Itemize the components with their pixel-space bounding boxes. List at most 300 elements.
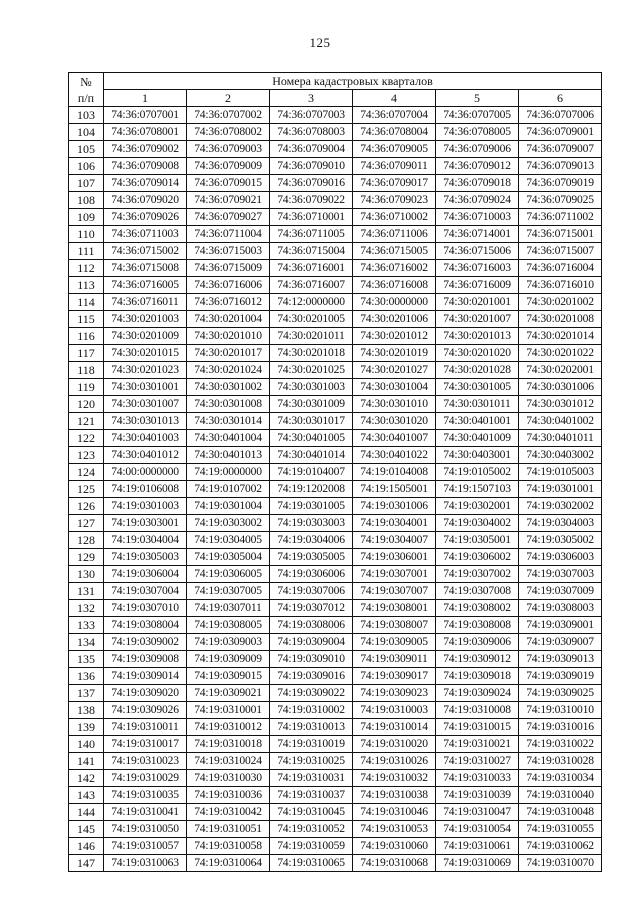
cadastral-number-cell: 74:36:0716002: [353, 260, 436, 277]
cadastral-number-cell: 74:19:0310050: [104, 821, 187, 838]
cadastral-number-cell: 74:36:0715009: [187, 260, 270, 277]
cadastral-number-cell: 74:19:0307010: [104, 600, 187, 617]
row-number-cell: 132: [69, 600, 104, 617]
cadastral-number-cell: 74:19:0305004: [187, 549, 270, 566]
cadastral-number-cell: 74:19:0309016: [270, 668, 353, 685]
cadastral-number-cell: 74:30:0201007: [436, 311, 519, 328]
cadastral-number-cell: 74:30:0401003: [104, 430, 187, 447]
cadastral-number-cell: 74:30:0401011: [519, 430, 602, 447]
cadastral-number-cell: 74:19:0304005: [187, 532, 270, 549]
cadastral-number-cell: 74:36:0709024: [436, 192, 519, 209]
cadastral-number-cell: 74:19:0310037: [270, 787, 353, 804]
cadastral-number-cell: 74:36:0716011: [104, 294, 187, 311]
cadastral-number-cell: 74:36:0711006: [353, 226, 436, 243]
cadastral-number-cell: 74:36:0716009: [436, 277, 519, 294]
cadastral-number-cell: 74:19:0310035: [104, 787, 187, 804]
cadastral-number-cell: 74:19:0310038: [353, 787, 436, 804]
table-row: [69, 515, 602, 532]
cadastral-number-cell: 74:30:0301014: [187, 413, 270, 430]
column-number-header: 2: [187, 90, 270, 107]
cadastral-number-cell: 74:30:0301006: [519, 379, 602, 396]
row-number-cell: 117: [69, 345, 104, 362]
row-number-cell: 104: [69, 124, 104, 141]
cadastral-number-cell: 74:30:0401004: [187, 430, 270, 447]
cadastral-number-cell: 74:19:0310058: [187, 838, 270, 855]
cadastral-number-cell: 74:19:0309009: [187, 651, 270, 668]
cadastral-number-cell: 74:30:0301008: [187, 396, 270, 413]
cadastral-number-cell: 74:19:0307007: [353, 583, 436, 600]
row-number-cell: 135: [69, 651, 104, 668]
table-row: [69, 838, 602, 855]
cadastral-number-cell: 74:19:0304002: [436, 515, 519, 532]
table-row: [69, 668, 602, 685]
cadastral-number-cell: 74:19:0310032: [353, 770, 436, 787]
cadastral-number-cell: 74:19:0301004: [187, 498, 270, 515]
table-row: [69, 719, 602, 736]
cadastral-number-cell: 74:19:0310008: [436, 702, 519, 719]
row-number-cell: 136: [69, 668, 104, 685]
cadastral-number-cell: 74:19:0310057: [104, 838, 187, 855]
cadastral-number-cell: 74:30:0201020: [436, 345, 519, 362]
cadastral-number-cell: 74:36:0709019: [519, 175, 602, 192]
cadastral-number-cell: 74:19:0310012: [187, 719, 270, 736]
cadastral-quarters-table: [68, 72, 602, 872]
cadastral-number-cell: 74:30:0401005: [270, 430, 353, 447]
row-number-cell: 147: [69, 855, 104, 872]
row-number-cell: 123: [69, 447, 104, 464]
cadastral-number-cell: 74:19:0307011: [187, 600, 270, 617]
cadastral-number-cell: 74:19:0310011: [104, 719, 187, 736]
cadastral-number-cell: 74:19:1505001: [353, 481, 436, 498]
cadastral-number-cell: 74:19:0310026: [353, 753, 436, 770]
table-row: [69, 855, 602, 872]
cadastral-number-cell: 74:30:0201023: [104, 362, 187, 379]
cadastral-number-cell: 74:36:0715008: [104, 260, 187, 277]
cadastral-number-cell: 74:19:0307009: [519, 583, 602, 600]
row-number-cell: 126: [69, 498, 104, 515]
row-number-cell: 129: [69, 549, 104, 566]
table-row: [69, 702, 602, 719]
cadastral-number-cell: 74:36:0709023: [353, 192, 436, 209]
cadastral-number-cell: 74:19:0310013: [270, 719, 353, 736]
table-row: [69, 566, 602, 583]
table-row: [69, 277, 602, 294]
cadastral-number-cell: 74:36:0716001: [270, 260, 353, 277]
cadastral-number-cell: 74:30:0201028: [436, 362, 519, 379]
cadastral-number-cell: 74:36:0709020: [104, 192, 187, 209]
table-row: [69, 379, 602, 396]
cadastral-number-cell: 74:19:0310025: [270, 753, 353, 770]
cadastral-number-cell: 74:19:0310018: [187, 736, 270, 753]
cadastral-number-cell: 74:19:0306001: [353, 549, 436, 566]
cadastral-number-cell: 74:36:0714001: [436, 226, 519, 243]
table-row: [69, 481, 602, 498]
cadastral-number-cell: 74:36:0709008: [104, 158, 187, 175]
column-number-header: 6: [519, 90, 602, 107]
cadastral-number-cell: 74:30:0301003: [270, 379, 353, 396]
cadastral-number-cell: 74:36:0715005: [353, 243, 436, 260]
table-row: [69, 753, 602, 770]
cadastral-number-cell: 74:19:0301003: [104, 498, 187, 515]
cadastral-number-cell: 74:19:0307001: [353, 566, 436, 583]
cadastral-number-cell: 74:30:0401013: [187, 447, 270, 464]
cadastral-number-cell: 74:19:0310015: [436, 719, 519, 736]
cadastral-number-cell: 74:19:0309023: [353, 685, 436, 702]
cadastral-number-cell: 74:19:0310053: [353, 821, 436, 838]
cadastral-number-cell: 74:36:0707003: [270, 107, 353, 124]
cadastral-number-cell: 74:30:0201002: [519, 294, 602, 311]
cadastral-number-cell: 74:19:0306004: [104, 566, 187, 583]
cadastral-number-cell: 74:30:0301011: [436, 396, 519, 413]
cadastral-number-cell: 74:30:0301005: [436, 379, 519, 396]
cadastral-number-cell: 74:19:0301001: [519, 481, 602, 498]
cadastral-number-cell: 74:30:0201011: [270, 328, 353, 345]
cadastral-number-cell: 74:36:0715002: [104, 243, 187, 260]
header-row: [69, 73, 602, 90]
cadastral-number-cell: 74:19:0308005: [187, 617, 270, 634]
cadastral-number-cell: 74:19:0307008: [436, 583, 519, 600]
cadastral-number-cell: 74:36:0715003: [187, 243, 270, 260]
cadastral-number-cell: 74:30:0401001: [436, 413, 519, 430]
table-row: [69, 345, 602, 362]
cadastral-number-cell: 74:19:0302001: [436, 498, 519, 515]
table-row: [69, 175, 602, 192]
row-number-cell: 142: [69, 770, 104, 787]
cadastral-number-cell: 74:36:0708002: [187, 124, 270, 141]
cadastral-number-cell: 74:19:0305002: [519, 532, 602, 549]
row-number-cell: 103: [69, 107, 104, 124]
cadastral-number-cell: 74:19:0307002: [436, 566, 519, 583]
cadastral-number-cell: 74:36:0711005: [270, 226, 353, 243]
cadastral-number-cell: 74:36:0709015: [187, 175, 270, 192]
cadastral-number-cell: 74:19:0302002: [519, 498, 602, 515]
cadastral-number-cell: 74:36:0716007: [270, 277, 353, 294]
cadastral-number-cell: 74:19:0306002: [436, 549, 519, 566]
cadastral-number-cell: 74:19:0309022: [270, 685, 353, 702]
cadastral-number-cell: 74:30:0403001: [436, 447, 519, 464]
row-number-header-abbr: п/п: [77, 90, 95, 105]
table-row: [69, 736, 602, 753]
row-number-cell: 128: [69, 532, 104, 549]
cadastral-number-cell: 74:36:0716003: [436, 260, 519, 277]
cadastral-number-cell: 74:36:0710003: [436, 209, 519, 226]
row-number-cell: 106: [69, 158, 104, 175]
cadastral-number-cell: 74:36:0711002: [519, 209, 602, 226]
cadastral-number-cell: 74:19:0306006: [270, 566, 353, 583]
cadastral-number-cell: 74:30:0201005: [270, 311, 353, 328]
cadastral-number-cell: 74:19:0310048: [519, 804, 602, 821]
table-row: [69, 498, 602, 515]
table-row: [69, 328, 602, 345]
cadastral-number-cell: 74:30:0301001: [104, 379, 187, 396]
cadastral-number-cell: 74:30:0301012: [519, 396, 602, 413]
cadastral-number-cell: 74:19:0309008: [104, 651, 187, 668]
cadastral-number-cell: 74:19:0304006: [270, 532, 353, 549]
cadastral-number-cell: 74:36:0709007: [519, 141, 602, 158]
cadastral-number-cell: 74:19:1202008: [270, 481, 353, 498]
cadastral-number-cell: 74:36:0716005: [104, 277, 187, 294]
cadastral-number-cell: 74:19:0000000: [187, 464, 270, 481]
cadastral-number-cell: 74:19:0310002: [270, 702, 353, 719]
row-number-header-symbol: №: [80, 74, 92, 89]
cadastral-number-cell: 74:19:0310045: [270, 804, 353, 821]
row-number-cell: 119: [69, 379, 104, 396]
cadastral-number-cell: 74:19:0310020: [353, 736, 436, 753]
cadastral-number-cell: 74:19:1507103: [436, 481, 519, 498]
row-number-cell: 145: [69, 821, 104, 838]
cadastral-number-cell: 74:30:0201009: [104, 328, 187, 345]
table-row: [69, 634, 602, 651]
cadastral-number-cell: 74:30:0401007: [353, 430, 436, 447]
cadastral-number-cell: 74:30:0301007: [104, 396, 187, 413]
table-row: [69, 311, 602, 328]
table-row: [69, 770, 602, 787]
cadastral-number-cell: 74:19:0310001: [187, 702, 270, 719]
cadastral-number-cell: 74:19:0309021: [187, 685, 270, 702]
table-row: [69, 787, 602, 804]
cadastral-number-cell: 74:19:0309007: [519, 634, 602, 651]
cadastral-number-cell: 74:30:0201022: [519, 345, 602, 362]
cadastral-number-cell: 74:30:0401002: [519, 413, 602, 430]
cadastral-number-cell: 74:19:0310027: [436, 753, 519, 770]
cadastral-number-cell: 74:36:0707006: [519, 107, 602, 124]
table-header: [69, 73, 602, 107]
table-row: [69, 532, 602, 549]
cadastral-number-cell: 74:19:0308003: [519, 600, 602, 617]
cadastral-number-cell: 74:36:0709025: [519, 192, 602, 209]
table-row: [69, 685, 602, 702]
row-number-cell: 127: [69, 515, 104, 532]
cadastral-number-cell: 74:19:0310023: [104, 753, 187, 770]
cadastral-number-cell: 74:19:0301005: [270, 498, 353, 515]
table-row: [69, 260, 602, 277]
cadastral-number-cell: 74:36:0715004: [270, 243, 353, 260]
cadastral-number-cell: 74:36:0707001: [104, 107, 187, 124]
cadastral-number-cell: 74:19:0104007: [270, 464, 353, 481]
cadastral-number-cell: 74:19:0309003: [187, 634, 270, 651]
cadastral-number-cell: 74:36:0708001: [104, 124, 187, 141]
row-number-cell: 138: [69, 702, 104, 719]
cadastral-number-cell: 74:30:0301002: [187, 379, 270, 396]
cadastral-number-cell: 74:19:0310052: [270, 821, 353, 838]
cadastral-number-cell: 74:36:0708004: [353, 124, 436, 141]
cadastral-number-cell: 74:19:0310021: [436, 736, 519, 753]
table-body: [69, 107, 602, 872]
cadastral-number-cell: 74:36:0709009: [187, 158, 270, 175]
cadastral-number-cell: 74:19:0310031: [270, 770, 353, 787]
row-number-cell: 121: [69, 413, 104, 430]
cadastral-number-cell: 74:19:0309024: [436, 685, 519, 702]
row-number-cell: 112: [69, 260, 104, 277]
row-number-cell: 133: [69, 617, 104, 634]
cadastral-number-cell: 74:19:0310042: [187, 804, 270, 821]
cadastral-number-cell: 74:19:0310040: [519, 787, 602, 804]
cadastral-number-cell: 74:19:0307006: [270, 583, 353, 600]
column-number-header: 4: [353, 90, 436, 107]
cadastral-number-cell: 74:19:0309010: [270, 651, 353, 668]
cadastral-number-cell: 74:19:0309006: [436, 634, 519, 651]
cadastral-number-cell: 74:19:0304007: [353, 532, 436, 549]
column-number-header: 3: [270, 90, 353, 107]
cadastral-number-cell: 74:30:0201024: [187, 362, 270, 379]
table-row: [69, 549, 602, 566]
table-row: [69, 192, 602, 209]
row-number-cell: 144: [69, 804, 104, 821]
row-number-cell: 140: [69, 736, 104, 753]
row-number-cell: 122: [69, 430, 104, 447]
cadastral-number-cell: 74:30:0201006: [353, 311, 436, 328]
table-row: [69, 430, 602, 447]
cadastral-number-cell: 74:36:0707002: [187, 107, 270, 124]
cadastral-number-cell: 74:36:0716008: [353, 277, 436, 294]
cadastral-number-cell: 74:19:0310051: [187, 821, 270, 838]
cadastral-number-cell: 74:19:0106008: [104, 481, 187, 498]
cadastral-number-cell: 74:36:0716012: [187, 294, 270, 311]
cadastral-number-cell: 74:19:0305005: [270, 549, 353, 566]
cadastral-number-cell: 74:36:0709006: [436, 141, 519, 158]
cadastral-number-cell: 74:30:0403002: [519, 447, 602, 464]
cadastral-number-cell: 74:19:0105002: [436, 464, 519, 481]
cadastral-number-cell: 74:30:0201012: [353, 328, 436, 345]
row-number-cell: 124: [69, 464, 104, 481]
cadastral-number-cell: 74:19:0306003: [519, 549, 602, 566]
cadastral-number-cell: 74:36:0708005: [436, 124, 519, 141]
cadastral-number-cell: 74:19:0308002: [436, 600, 519, 617]
cadastral-number-cell: 74:19:0309013: [519, 651, 602, 668]
cadastral-number-cell: 74:19:0310041: [104, 804, 187, 821]
cadastral-number-cell: 74:30:0201019: [353, 345, 436, 362]
column-number-header: 5: [436, 90, 519, 107]
row-number-cell: 116: [69, 328, 104, 345]
cadastral-number-cell: 74:19:0304001: [353, 515, 436, 532]
cadastral-number-cell: 74:36:0716010: [519, 277, 602, 294]
cadastral-number-cell: 74:19:0307003: [519, 566, 602, 583]
row-number-cell: 134: [69, 634, 104, 651]
cadastral-number-cell: 74:19:0310034: [519, 770, 602, 787]
cadastral-number-cell: 74:30:0000000: [353, 294, 436, 311]
column-numbers-row: [69, 90, 602, 107]
cadastral-number-cell: 74:30:0201004: [187, 311, 270, 328]
cadastral-number-cell: 74:19:0309002: [104, 634, 187, 651]
cadastral-number-cell: 74:19:0309004: [270, 634, 353, 651]
cadastral-number-cell: 74:19:0305001: [436, 532, 519, 549]
cadastral-number-cell: 74:19:0308006: [270, 617, 353, 634]
cadastral-number-cell: 74:30:0301010: [353, 396, 436, 413]
cadastral-number-cell: 74:36:0710002: [353, 209, 436, 226]
cadastral-number-cell: 74:36:0709021: [187, 192, 270, 209]
cadastral-number-cell: 74:19:0310014: [353, 719, 436, 736]
cadastral-number-cell: 74:19:0308004: [104, 617, 187, 634]
cadastral-number-cell: 74:19:0304004: [104, 532, 187, 549]
cadastral-number-cell: 74:36:0709010: [270, 158, 353, 175]
cadastral-number-cell: 74:30:0201014: [519, 328, 602, 345]
cadastral-number-cell: 74:19:0310019: [270, 736, 353, 753]
row-number-cell: 137: [69, 685, 104, 702]
row-number-cell: 105: [69, 141, 104, 158]
cadastral-number-cell: 74:19:0310062: [519, 838, 602, 855]
cadastral-number-cell: 74:19:0309020: [104, 685, 187, 702]
cadastral-number-cell: 74:12:0000000: [270, 294, 353, 311]
cadastral-number-cell: 74:30:0202001: [519, 362, 602, 379]
cadastral-number-cell: 74:19:0310060: [353, 838, 436, 855]
cadastral-number-cell: 74:19:0310068: [353, 855, 436, 872]
column-number-header: 1: [104, 90, 187, 107]
cadastral-number-cell: 74:19:0306005: [187, 566, 270, 583]
cadastral-number-cell: 74:30:0401012: [104, 447, 187, 464]
table-row: [69, 141, 602, 158]
row-number-cell: 109: [69, 209, 104, 226]
cadastral-number-cell: 74:19:0310003: [353, 702, 436, 719]
cadastral-number-cell: 74:19:0309014: [104, 668, 187, 685]
cadastral-number-cell: 74:19:0309018: [436, 668, 519, 685]
cadastral-number-cell: 74:19:0310016: [519, 719, 602, 736]
cadastral-number-cell: 74:19:0310055: [519, 821, 602, 838]
cadastral-number-cell: 74:19:0310069: [436, 855, 519, 872]
cadastral-number-cell: 74:36:0716004: [519, 260, 602, 277]
cadastral-number-cell: 74:36:0710001: [270, 209, 353, 226]
table-row: [69, 617, 602, 634]
row-number-cell: 143: [69, 787, 104, 804]
table-row: [69, 158, 602, 175]
table-title-header: Номера кадастровых кварталов: [104, 73, 602, 90]
cadastral-number-cell: 74:19:0310059: [270, 838, 353, 855]
cadastral-number-cell: 74:19:0310065: [270, 855, 353, 872]
row-number-cell: 139: [69, 719, 104, 736]
cadastral-number-cell: 74:36:0709022: [270, 192, 353, 209]
cadastral-number-cell: 74:36:0709016: [270, 175, 353, 192]
table-row: [69, 107, 602, 124]
cadastral-number-cell: 74:30:0301009: [270, 396, 353, 413]
cadastral-number-cell: 74:19:0303001: [104, 515, 187, 532]
cadastral-number-cell: 74:30:0201027: [353, 362, 436, 379]
cadastral-number-cell: 74:19:0310046: [353, 804, 436, 821]
row-number-cell: 107: [69, 175, 104, 192]
cadastral-number-cell: 74:19:0310061: [436, 838, 519, 855]
row-number-cell: 118: [69, 362, 104, 379]
cadastral-number-cell: 74:19:0301006: [353, 498, 436, 515]
table-row: [69, 243, 602, 260]
cadastral-number-cell: 74:19:0105003: [519, 464, 602, 481]
cadastral-number-cell: 74:19:0107002: [187, 481, 270, 498]
cadastral-number-cell: 74:19:0308001: [353, 600, 436, 617]
cadastral-number-cell: 74:30:0301013: [104, 413, 187, 430]
cadastral-number-cell: 74:19:0309011: [353, 651, 436, 668]
cadastral-number-cell: 74:19:0310022: [519, 736, 602, 753]
cadastral-number-cell: 74:36:0709014: [104, 175, 187, 192]
cadastral-number-cell: 74:19:0310070: [519, 855, 602, 872]
cadastral-number-cell: 74:30:0201025: [270, 362, 353, 379]
cadastral-number-cell: 74:19:0308007: [353, 617, 436, 634]
row-number-cell: 110: [69, 226, 104, 243]
cadastral-number-cell: 74:19:0309015: [187, 668, 270, 685]
table-row: [69, 651, 602, 668]
cadastral-number-cell: 74:19:0310064: [187, 855, 270, 872]
cadastral-number-cell: 74:36:0715007: [519, 243, 602, 260]
row-number-cell: 125: [69, 481, 104, 498]
table-row: [69, 209, 602, 226]
row-number-cell: 114: [69, 294, 104, 311]
cadastral-number-cell: 74:30:0401014: [270, 447, 353, 464]
page-number: 125: [309, 35, 331, 50]
cadastral-number-cell: 74:36:0709005: [353, 141, 436, 158]
table-row: [69, 464, 602, 481]
cadastral-number-cell: 74:30:0301017: [270, 413, 353, 430]
table-row: [69, 226, 602, 243]
cadastral-number-cell: 74:19:0310033: [436, 770, 519, 787]
cadastral-number-cell: 74:19:0310029: [104, 770, 187, 787]
cadastral-number-cell: 74:19:0310024: [187, 753, 270, 770]
table-row: [69, 124, 602, 141]
